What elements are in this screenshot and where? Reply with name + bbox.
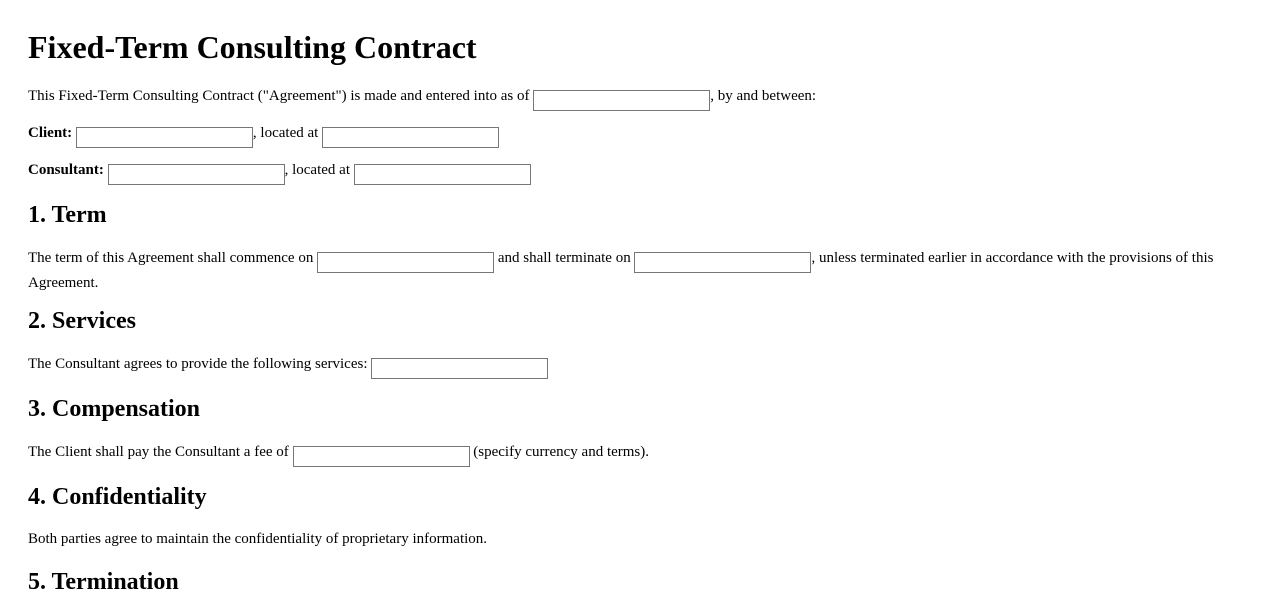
intro-text: This Fixed-Term Consulting Contract ("Agreement") is made and entered into as of bbox=[28, 88, 534, 104]
term-text-end: , unless terminated earlier in accordance with the provisions of this Agreement. bbox=[28, 250, 1214, 291]
services-paragraph bbox=[28, 354, 548, 379]
fee-field[interactable] bbox=[293, 446, 470, 467]
consultant-name-field[interactable] bbox=[108, 164, 285, 185]
term-text-between: and shall terminate on bbox=[494, 250, 635, 266]
term-paragraph bbox=[28, 248, 1250, 293]
confidentiality-paragraph: Both parties agree to maintain the confidentiality of proprietary information. bbox=[28, 531, 488, 547]
section-heading-compensation: 3. Compensation bbox=[28, 396, 201, 422]
agreement-date-field[interactable] bbox=[533, 90, 710, 111]
client-label: Client: bbox=[28, 125, 73, 141]
page-title: Fixed-Term Consulting Contract bbox=[28, 29, 477, 65]
term-text-start: The term of this Agreement shall commence on bbox=[28, 250, 318, 266]
consultant-address-field[interactable] bbox=[354, 164, 531, 185]
consultant-located-at-text: , located at bbox=[284, 162, 350, 178]
section-heading-term: 1. Term bbox=[28, 202, 107, 228]
client-line bbox=[28, 123, 499, 148]
compensation-text-after: (specify currency and terms). bbox=[469, 444, 650, 460]
consultant-label: Consultant: bbox=[28, 162, 104, 178]
client-name-field[interactable] bbox=[76, 127, 253, 148]
section-heading-confidentiality: 4. Confidentiality bbox=[28, 484, 207, 510]
intro-text-after: , by and between: bbox=[710, 88, 817, 104]
section-heading-services: 2. Services bbox=[28, 308, 136, 334]
section-heading-termination: 5. Termination bbox=[28, 569, 179, 595]
term-start-date-field[interactable] bbox=[317, 252, 494, 273]
compensation-text: The Client shall pay the Consultant a fee of bbox=[28, 444, 293, 460]
client-located-at-text: , located at bbox=[252, 125, 319, 141]
consultant-line bbox=[28, 160, 531, 185]
intro-paragraph bbox=[28, 86, 816, 111]
term-end-date-field[interactable] bbox=[634, 252, 811, 273]
services-text: The Consultant agrees to provide the following services: bbox=[28, 356, 372, 372]
services-field[interactable] bbox=[371, 358, 548, 379]
compensation-paragraph bbox=[28, 442, 649, 467]
client-address-field[interactable] bbox=[322, 127, 499, 148]
